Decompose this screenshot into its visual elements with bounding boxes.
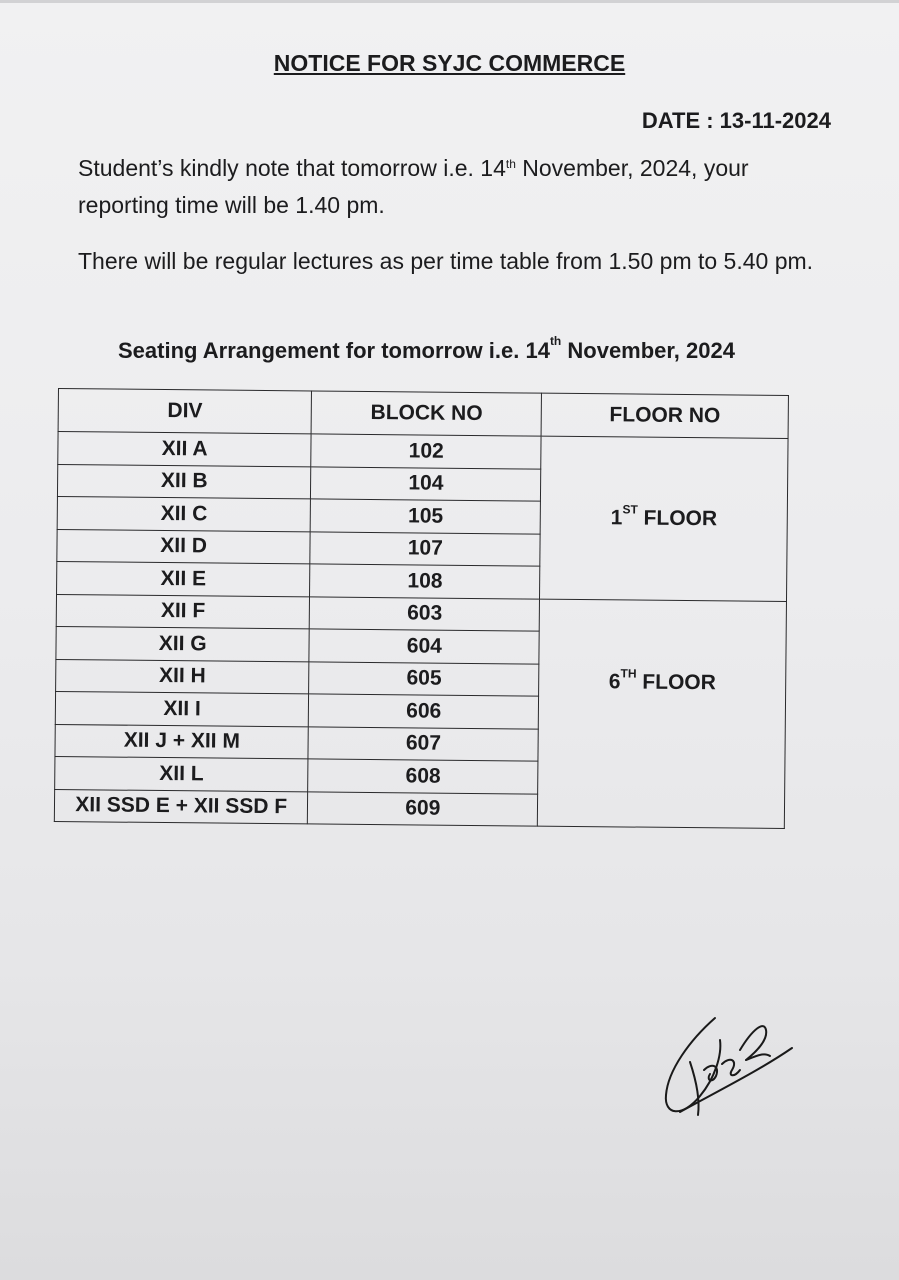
paragraph-text-end: November, 2024, your reporting time will be 1.40 pm. <box>78 155 749 218</box>
handwritten-signature <box>660 1000 810 1130</box>
div-cell: XII B <box>57 464 311 499</box>
notice-title: NOTICE FOR SYJC COMMERCE <box>273 50 626 76</box>
notice-paragraph-lectures: There will be regular lectures as per time table from 1.50 pm to 5.40 pm. <box>78 248 814 274</box>
floor-cell-first <box>540 436 788 601</box>
block-cell: 608 <box>308 759 538 794</box>
paragraph-text-start: Student’s kindly note that tomorrow i.e. 14 <box>78 155 506 181</box>
div-cell: XII F <box>56 594 310 629</box>
block-cell: 609 <box>308 791 538 826</box>
block-cell: 107 <box>310 531 540 566</box>
floor-cell-sixth <box>538 599 787 829</box>
header-div: DIV <box>58 389 312 434</box>
div-cell: XII D <box>57 529 311 564</box>
ordinal-suffix: th <box>505 157 516 171</box>
div-cell: XII J + XII M <box>55 724 309 759</box>
block-cell: 605 <box>309 661 539 696</box>
div-cell: XII C <box>57 496 311 531</box>
block-cell: 603 <box>310 596 540 631</box>
floor-ordinal: ST <box>622 502 638 517</box>
floor-label: FLOOR <box>637 506 718 531</box>
floor-number: 1 <box>610 506 623 530</box>
div-cell: XII I <box>55 691 309 726</box>
subtitle-text-end: November, 2024 <box>561 338 735 363</box>
div-cell: XII A <box>58 432 312 467</box>
table-header-row <box>58 389 788 439</box>
div-cell: XII L <box>55 756 309 791</box>
block-cell: 108 <box>310 564 540 599</box>
ordinal-suffix: th <box>549 334 562 348</box>
block-cell: 102 <box>311 434 541 469</box>
block-cell: 607 <box>308 726 538 761</box>
paper-top-edge <box>0 0 899 3</box>
block-cell: 105 <box>311 499 541 534</box>
header-floor-no: FLOOR NO <box>541 393 788 438</box>
div-cell: XII G <box>56 626 310 661</box>
seating-subtitle <box>118 334 735 364</box>
block-cell: 604 <box>309 629 539 664</box>
floor-number: 6 <box>608 669 621 693</box>
div-cell: XII SSD E + XII SSD F <box>54 789 308 824</box>
seating-table <box>54 388 789 829</box>
floor-ordinal: TH <box>620 665 637 681</box>
floor-label: FLOOR <box>636 670 716 694</box>
div-cell: XII H <box>56 659 310 694</box>
header-block-no: BLOCK NO <box>311 391 541 436</box>
block-cell: 104 <box>311 466 541 501</box>
subtitle-text-start: Seating Arrangement for tomorrow i.e. 14 <box>118 338 550 363</box>
block-cell: 606 <box>309 694 539 729</box>
notice-date: DATE : 13-11-2024 <box>641 108 831 133</box>
div-cell: XII E <box>57 561 311 596</box>
notice-paragraph-reporting <box>78 150 818 224</box>
